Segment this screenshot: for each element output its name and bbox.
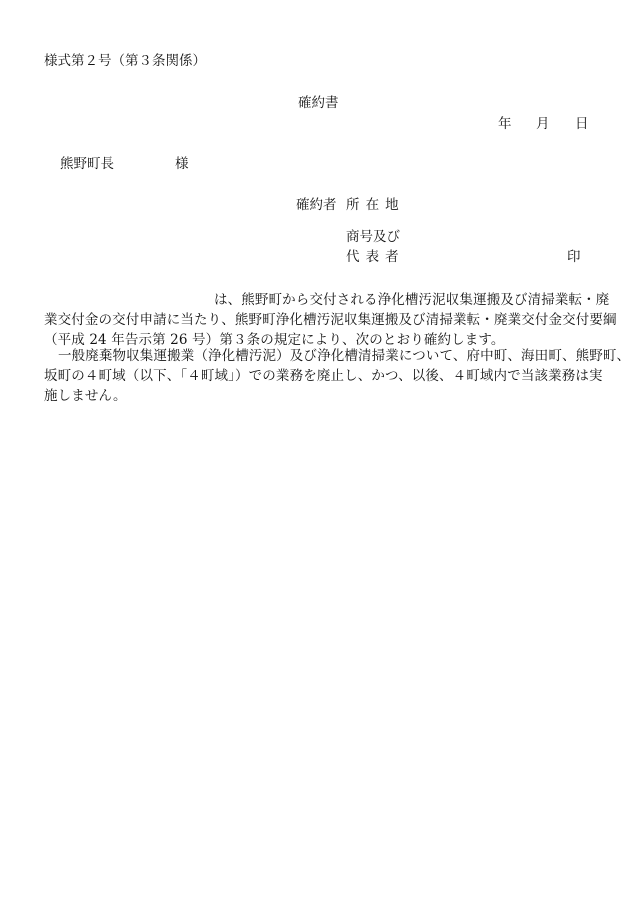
signer-trade-name-label: 商号及び	[346, 229, 400, 245]
date-day-label: 日	[575, 116, 589, 132]
document-title: 確約書	[298, 95, 339, 111]
form-number-label: 様式第２号（第３条関係）	[44, 53, 206, 69]
pledge-line-2: 業交付金の交付申請に当たり、熊野町浄化槽汚泥収集運搬及び清掃業転・廃業交付金交付要綱	[44, 312, 617, 328]
seal-mark: 印	[567, 249, 581, 265]
pledge-line-1-text: は、熊野町から交付される浄化槽汚泥収集運搬及び清掃業転・廃	[214, 292, 610, 308]
signer-representative-label: 代表者	[346, 249, 405, 265]
pledge-line-1	[44, 290, 610, 310]
date-year-label: 年	[498, 116, 512, 132]
commitment-paragraph	[44, 346, 630, 406]
signer-address-label: 所在地	[346, 197, 405, 213]
pledge-paragraph	[44, 290, 617, 350]
commitment-line-1	[44, 346, 630, 366]
addressee-honorific: 様	[175, 156, 189, 172]
commitment-line-1-text: 一般廃棄物収集運搬業（浄化槽汚泥）及び浄化槽清掃業について、府中町、海田町、熊野町、	[58, 348, 630, 364]
addressee-name: 熊野町長	[60, 156, 114, 172]
commitment-line-2: 坂町の４町域（以下、「４町域」）での業務を廃止し、かつ、以後、４町域内で当該業務は実	[44, 368, 603, 384]
pledge-line-3: （平成 24 年告示第 26 号）第３条の規定により、次のとおり確約します。	[44, 332, 505, 348]
commitment-line-3: 施しません。	[44, 388, 127, 404]
signer-label: 確約者	[296, 197, 337, 213]
date-month-label: 月	[536, 116, 550, 132]
